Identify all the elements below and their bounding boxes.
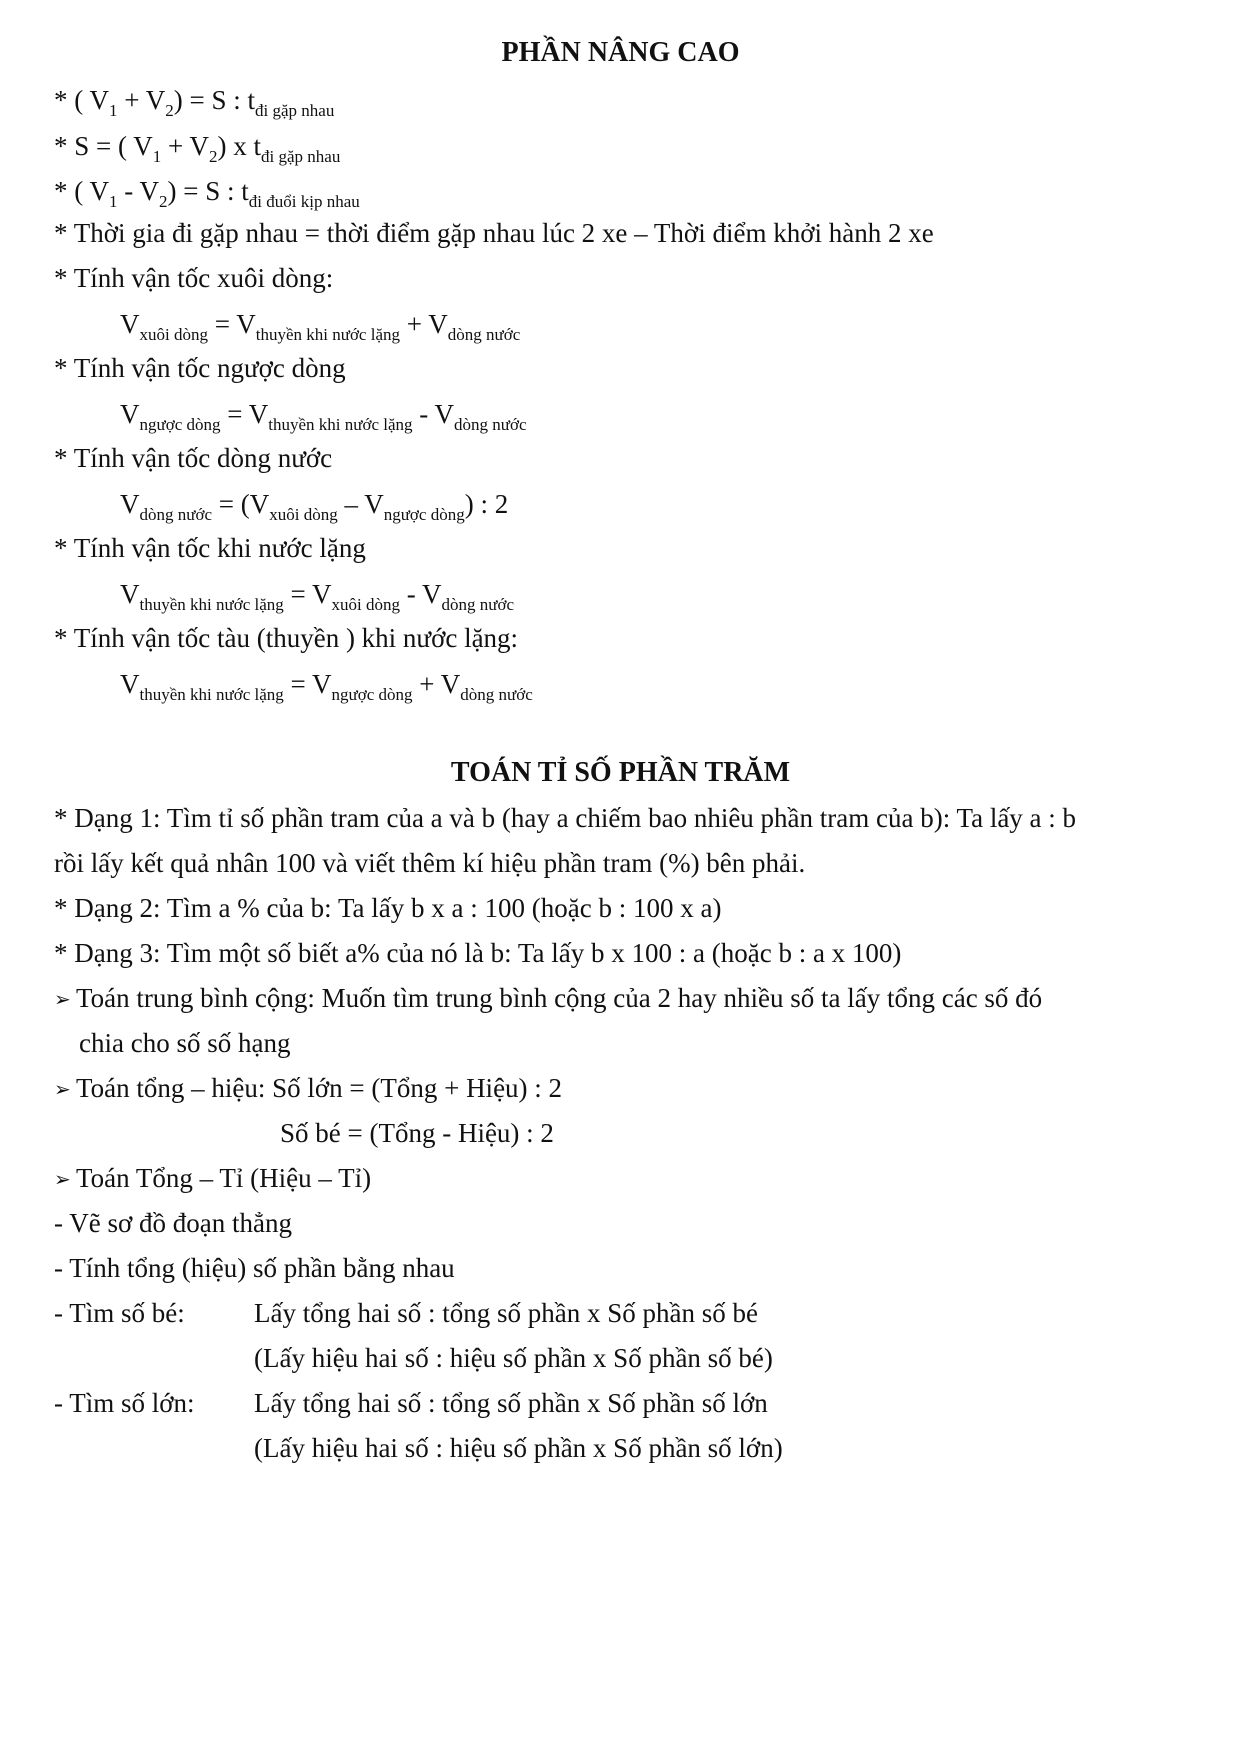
large-number-rule-2: (Lấy hiệu hai số : hiệu số phần x Số phần số lớn) <box>254 1433 783 1463</box>
sum-difference-rule: ➢ Toán tổng – hiệu: Số lớn = (Tổng + Hiệu) : 2 <box>54 1071 562 1107</box>
ratio-step-1: - Vẽ sơ đồ đoạn thẳng <box>54 1208 292 1238</box>
type2-rule: * Dạng 2: Tìm a % của b: Ta lấy b x a : 100 (hoặc b : 100 x a) <box>54 893 722 923</box>
current-title: * Tính vận tốc dòng nước <box>54 443 333 473</box>
downstream-formula: $V_{xuôi dòng} = V_{thuyền khi nước lặng} + V_{dòng nước}$ <box>120 309 521 344</box>
small-number-rule: Số bé = (Tổng - Hiệu) : 2 <box>280 1118 554 1148</box>
large-number-label: - Tìm số lớn: <box>54 1388 195 1418</box>
ratio-step-2: - Tính tổng (hiệu) số phần bằng nhau <box>54 1253 455 1283</box>
still-water-formula: $V_{thuyền khi nước lặng} = V_{xuôi dòng} - V_{dòng nước}$ <box>120 579 515 614</box>
arrow-bullet-icon: ➢ <box>54 989 71 1011</box>
average-rule-line2: chia cho số số hạng <box>79 1028 291 1058</box>
formula-distance: * S = ( $V_1 + V_2$) x $t_{đi gặp nhau}$ <box>54 131 341 166</box>
ratio-title: ➢ Toán Tổng – Tỉ (Hiệu – Tỉ) <box>54 1161 371 1197</box>
type3-rule: * Dạng 3: Tìm một số biết a% của nó là b: Ta lấy b x 100 : a (hoặc b : a x 100) <box>54 938 902 968</box>
type1-line1: * Dạng 1: Tìm tỉ số phần tram của a và b (hay a chiếm bao nhiêu phần tram của b): Ta lấy a : b <box>54 803 1077 833</box>
small-number-label: - Tìm số bé: <box>54 1298 185 1328</box>
average-rule-line1: ➢ Toán trung bình cộng: Muốn tìm trung bình cộng của 2 hay nhiều số ta lấy tổng các số đó <box>54 981 1042 1017</box>
upstream-title: * Tính vận tốc ngược dòng <box>54 353 346 383</box>
boat-speed-formula: $V_{thuyền khi nước lặng} = V_{ngược dòng} + V_{dòng nước}$ <box>120 669 533 704</box>
meeting-time-rule: * Thời gia đi gặp nhau = thời điểm gặp nhau lúc 2 xe – Thời điểm khởi hành 2 xe <box>54 218 934 248</box>
boat-speed-title: * Tính vận tốc tàu (thuyền ) khi nước lặng: <box>54 623 519 653</box>
arrow-bullet-icon: ➢ <box>54 1169 71 1191</box>
downstream-title: * Tính vận tốc xuôi dòng: <box>54 263 334 293</box>
formula-sum-velocity: * ( $V_1 + V_2) = S$ : $t_{đi gặp nhau}$ <box>54 85 335 120</box>
large-number-rule-1: Lấy tổng hai số : tổng số phần x Số phần số lớn <box>254 1388 768 1418</box>
current-formula: $V_{dòng nước} = (V_{xuôi dòng} - V_{ngược dòng})$ : 2 <box>120 489 509 524</box>
section-title-percent: TOÁN TỈ SỐ PHẦN TRĂM <box>450 757 791 788</box>
still-water-title: * Tính vận tốc khi nước lặng <box>54 533 366 563</box>
upstream-formula: $V_{ngược dòng} = V_{thuyền khi nước lặng} - V_{dòng nước}$ <box>120 399 527 434</box>
small-number-rule-2: (Lấy hiệu hai số : hiệu số phần x Số phần số bé) <box>254 1343 773 1373</box>
formula-difference-velocity: * ( $V_1 - V_2) = S$ : $t_{đi đuổi kịp nhau}$ <box>54 176 360 211</box>
type1-line2: rồi lấy kết quả nhân 100 và viết thêm kí hiệu phần tram (%) bên phải. <box>54 848 806 878</box>
small-number-rule-1: Lấy tổng hai số : tổng số phần x Số phần số bé <box>254 1298 758 1328</box>
arrow-bullet-icon: ➢ <box>54 1079 71 1101</box>
section-title-advanced: PHẦN NÂNG CAO <box>501 37 740 68</box>
